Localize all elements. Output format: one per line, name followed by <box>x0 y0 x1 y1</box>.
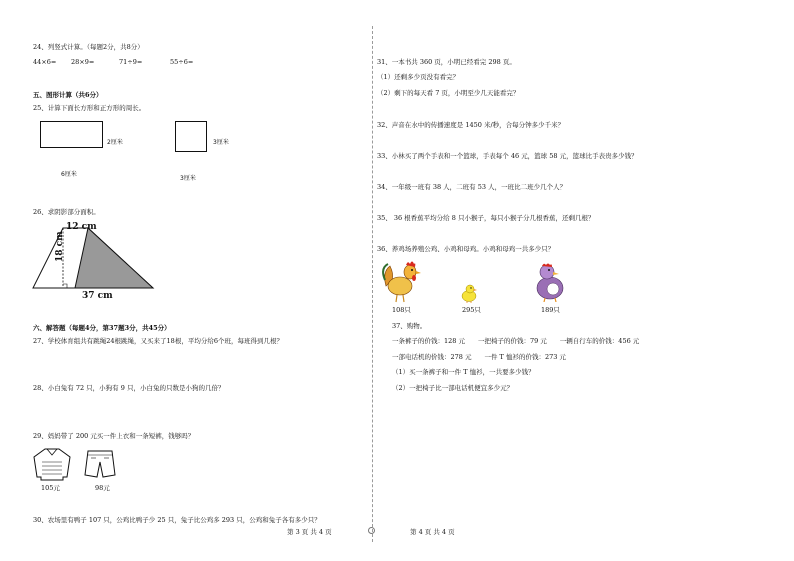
square-side-label: 3厘米 <box>213 139 229 146</box>
sweater-price: 105元 <box>41 484 60 492</box>
page-divider <box>372 26 373 542</box>
q24-expr-4: 55÷6= <box>170 58 194 66</box>
left-page-footer: 第 3 页 共 4 页 <box>287 528 332 536</box>
chick-icon <box>459 283 479 303</box>
q27-text: 27、学校体育组共有跳绳24根跳绳，又买来了18根，平均分给6个班，每班得到几根？ <box>33 337 283 345</box>
hen-icon <box>533 262 569 302</box>
q29-title: 29、妈妈带了 200 元买一件上衣和一条短裤，钱够吗？ <box>33 432 195 440</box>
q36-title: 36、养鸡场养殖公鸡、小鸡和母鸡。小鸡和母鸡一共多少只？ <box>377 245 555 253</box>
q24-expr-3: 71÷9= <box>119 58 143 66</box>
trapezoid-bottom-label: 37 cm <box>82 291 113 301</box>
q33-text: 33、小林买了两个手表和一个篮球，手表每个 46 元，篮球 58 元，篮球比手表贵多少钱？ <box>377 152 638 160</box>
q31-title: 31、一本书共 360 页，小明已经看完 298 页。 <box>377 58 516 66</box>
q31-sub2: （2）剩下的每天看 7 页，小明至少几天能看完？ <box>377 89 520 97</box>
binding-hole-icon <box>368 527 375 534</box>
q24-expr-1: 44×6= <box>33 58 57 66</box>
rooster-icon <box>380 258 424 304</box>
q32-text: 32、声音在水中的传播速度是 1450 米/秒，合每分钟多少千米？ <box>377 121 565 129</box>
q34-text: 34、一年级一班有 38 人，二班有 53 人，一班比二班少几个人？ <box>377 183 567 191</box>
rectangle-bottom-label: 6厘米 <box>61 171 77 178</box>
q35-text: 35、 36 根香蕉平均分给 8 只小猴子，每只小猴子分几根香蕉，还剩几根？ <box>377 214 595 222</box>
square-bottom-label: 3厘米 <box>180 175 196 182</box>
rectangle-side-label: 2厘米 <box>107 139 123 146</box>
shorts-icon <box>84 448 116 480</box>
rooster-count: 108只 <box>392 306 411 314</box>
q37-price-line-1: 一条裤子的价钱：128 元 一把椅子的价钱：79 元 一辆自行车的价钱：456 元 <box>392 337 640 345</box>
section-5-heading: 五、图形计算（共6分） <box>33 91 103 99</box>
q37-price-line-2: 一部电话机的价钱：278 元 一件 T 恤衫的价钱：273 元 <box>392 353 566 361</box>
square-figure <box>175 121 207 152</box>
q31-sub1: （1）还剩多少页没有看完？ <box>377 73 460 81</box>
q24-title: 24、列竖式计算。（每题2分，共8分） <box>33 43 144 51</box>
rectangle-figure <box>40 121 103 148</box>
q26-title: 26、求阴影部分面积。 <box>33 208 100 216</box>
q37-sub1: （1）买一条裤子和一件 T 恤衫，一共要多少钱？ <box>392 368 535 376</box>
q28-text: 28、小白兔有 72 只，小狗有 9 只，小白兔的只数是小狗的几倍？ <box>33 384 225 392</box>
q24-expr-2: 28×9= <box>71 58 95 66</box>
q37-title: 37、购物。 <box>392 322 427 330</box>
hen-count: 189只 <box>541 306 560 314</box>
chick-count: 295只 <box>462 306 481 314</box>
sweater-icon <box>32 446 72 482</box>
q30-text: 30、农场里有鸭子 107 只，公鸡比鸭子少 25 只，兔子比公鸡多 293 只，公鸡和兔子各有多少只？ <box>33 516 321 524</box>
shorts-price: 98元 <box>95 484 110 492</box>
section-6-heading: 六、解答题（每题4分，第37题3分，共45分） <box>33 324 171 332</box>
q25-title: 25、计算下面长方形和正方形的周长。 <box>33 104 146 112</box>
trapezoid-height-label: 18 cm <box>55 231 65 262</box>
trapezoid-top-label: 12 cm <box>66 222 97 232</box>
q37-sub2: （2）一把椅子比一部电话机便宜多少元？ <box>392 384 514 392</box>
right-page-footer: 第 4 页 共 4 页 <box>410 528 455 536</box>
